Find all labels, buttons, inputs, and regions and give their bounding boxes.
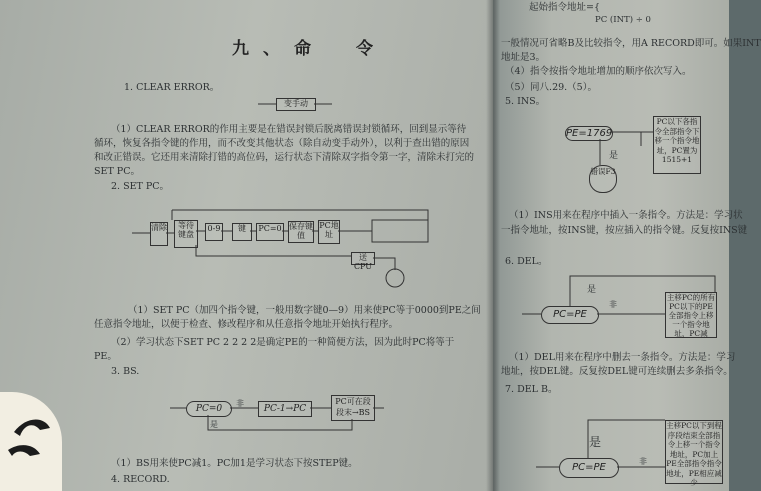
bs-no-label: 非 — [236, 399, 244, 408]
s3-heading: 3. BS. — [111, 366, 140, 377]
s6-heading: 6. DEL。 — [505, 256, 548, 267]
s7-heading: 7. DEL B。 — [505, 384, 558, 395]
s2-heading: 2. SET PC。 — [111, 181, 170, 192]
ins-box-pe: PE=1769 — [566, 128, 613, 139]
r-1: 一般情况可省略B及比较指令，用A RECORD即可。如果INT — [501, 38, 761, 49]
del-no-label: 非 — [609, 300, 617, 309]
setpc-box-save: 保存键值 — [288, 221, 314, 243]
s2-p2: 任意指令地址，以便于检查、修改程序和从任意指令地址开始执行程序。 — [94, 319, 399, 330]
s2-p1: （1）SET PC（加四个指令键，一般用数字键0—9）用来使PC等于0000到PE之间 — [128, 305, 481, 316]
s6-p2: 地址，按DEL键。反复按DEL键可连续删去多条指令。 — [501, 366, 733, 377]
del-box-pc: PC=PE — [541, 306, 599, 324]
chapter-title: 九、命 令 — [232, 39, 387, 59]
setpc-box-clear: 清除 — [150, 222, 168, 246]
setpc-box-send: 送CPU — [351, 252, 375, 265]
s5-p2: 一指令地址，按INS键，按应插入的指令键。反复按INS键 — [501, 225, 748, 236]
delb-box-shift: 主移PC以下到程序段结束全部指令上移一个指令地址，PC加上PE全部指令指令地址，PE相应减少 — [666, 421, 722, 487]
s5-heading: 5. INS。 — [505, 96, 546, 107]
bs-box-dec: PC-1→PC — [258, 401, 312, 417]
bs-yes-label: 是 — [210, 420, 218, 429]
delb-no-label: 非 — [639, 457, 647, 466]
setpc-box-wait: 等待键盘 — [174, 220, 198, 248]
r-2: 地址是3。 — [501, 52, 546, 63]
setpc-box-addr: PC地址 — [318, 220, 340, 244]
ins-yes-label: 是 — [609, 151, 619, 161]
del-box-shift: 主移PC的所有PC以下的PE全部指令上移一个指令地址，PC减 — [666, 293, 716, 338]
s4-heading: 4. RECORD. — [111, 474, 170, 485]
setpc-box-key: 键 — [232, 223, 252, 241]
r-top1b: PC (INT) ÷ 0 — [595, 15, 651, 25]
delb-yes-label: 是 — [589, 435, 602, 449]
s3-p1: （1）BS用来使PC减1。PC加1是学习状态下按STEP键。 — [111, 458, 358, 469]
setpc-box-pc0: PC=0 — [256, 223, 284, 241]
ins-box-shift: PC以下各指令全部指令下移一个指令地址，PC置为1515+1 — [653, 116, 701, 174]
s1-p1: （1）CLEAR ERROR的作用主要是在错误封锁后脱离错误封锁循环，回到显示等待 — [111, 124, 467, 135]
r-top1: 起始指令地址={ — [529, 2, 601, 13]
s2-p3: （2）学习状态下SET PC 2 2 2 2是确定PE的一种简便方法，因为此时PC将等于 — [111, 337, 455, 348]
s6-p1: （1）DEL用来在程序中删去一条指令。方法是：学习 — [509, 352, 736, 363]
s5-p1: （1）INS用来在程序中插入一条指令。方法是：学习状 — [509, 210, 743, 221]
bs-box-check: PC可在段段末→BS — [331, 395, 375, 421]
s1-p4: SET PC。 — [94, 166, 140, 177]
del-yes-label: 是 — [587, 285, 597, 295]
ins-box-error: 错误F3 — [589, 165, 617, 193]
r-3: （4）指令按指令地址增加的顺序依次写入。 — [505, 66, 692, 77]
s1-p3: 和改正错误。它还用来清除打错的高位码，运行状态下清除双字指令第一字，清除未打完的 — [94, 152, 475, 163]
bs-box-pc0: PC=0 — [186, 401, 232, 417]
setpc-box-digits: 0-9 — [205, 223, 223, 241]
s2-p4: PE。 — [94, 351, 117, 362]
r-4: （5）同八.29.（5）。 — [505, 82, 597, 93]
delb-box-pc: PC=PE — [559, 458, 619, 478]
s1-heading: 1. CLEAR ERROR。 — [124, 82, 220, 93]
s1-p2: 循环，恢复各指令键的作用，而不改变其他状态（除自动变手动外），以利于查出错的原因 — [94, 138, 470, 149]
s1-flow-box: 变手动 — [276, 98, 316, 111]
